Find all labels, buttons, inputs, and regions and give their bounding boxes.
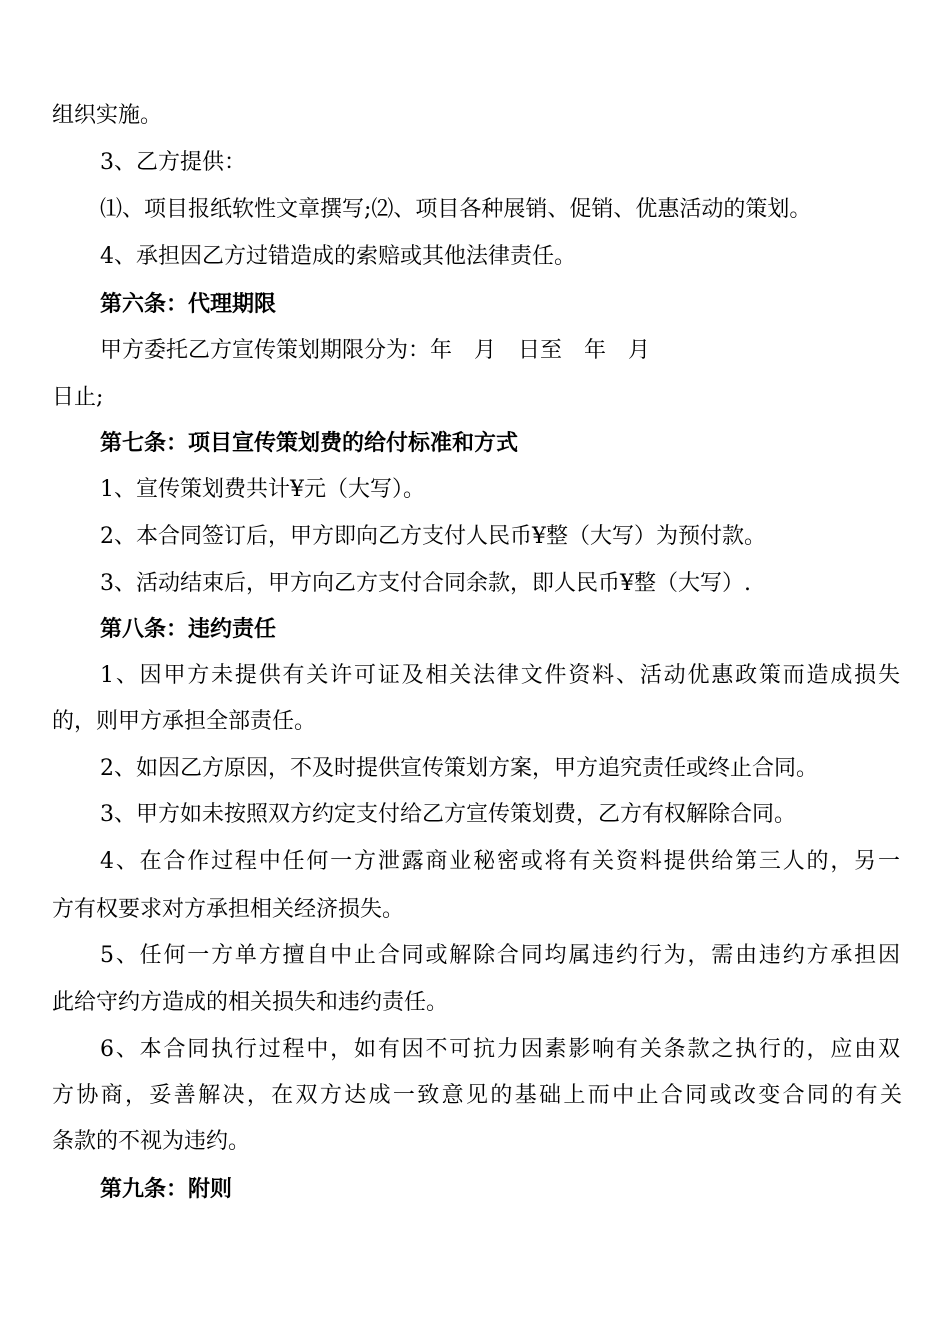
paragraph-line: 的，则甲方承担全部责任。 xyxy=(52,709,317,734)
paragraph-line: 方协商，妥善解决，在双方达成一致意见的基础上而中止合同或改变合同的有关 xyxy=(52,1083,902,1108)
section-heading: 第八条：违约责任 xyxy=(100,616,277,642)
clause-item: 1、宣传策划费共计¥元（大写）。 xyxy=(100,477,425,502)
clause-item: 4、在合作过程中任何一方泄露商业秘密或将有关资料提供给第三人的，另一 xyxy=(100,849,900,874)
clause-item: 1、因甲方未提供有关许可证及相关法律文件资料、活动优惠政策而造成损失 xyxy=(100,663,900,688)
paragraph-line: 组织实施。 xyxy=(52,103,163,128)
clause-item: 3、乙方提供： xyxy=(100,150,246,175)
section-heading: 第九条：附则 xyxy=(100,1176,233,1202)
clause-item: 2、如因乙方原因，不及时提供宣传策划方案，甲方追究责任或终止合同。 xyxy=(100,756,818,781)
paragraph-line: 方有权要求对方承担相关经济损失。 xyxy=(52,897,405,922)
paragraph-line: 条款的不视为违约。 xyxy=(52,1129,251,1154)
paragraph-line: 此给守约方造成的相关损失和违约责任。 xyxy=(52,990,449,1015)
clause-item: 2、本合同签订后，甲方即向乙方支付人民币¥整（大写）为预付款。 xyxy=(100,524,766,549)
paragraph-line: 日止; xyxy=(52,385,104,410)
section-heading: 第七条：项目宣传策划费的给付标准和方式 xyxy=(100,430,519,456)
clause-item: ⑴、项目报纸软性文章撰写;⑵、项目各种展销、促销、优惠活动的策划。 xyxy=(100,197,812,222)
clause-item: 4、承担因乙方过错造成的索赔或其他法律责任。 xyxy=(100,244,576,269)
section-heading: 第六条：代理期限 xyxy=(100,291,277,317)
paragraph-line: 甲方委托乙方宣传策划期限分为：年 月 日至 年 月 xyxy=(100,338,651,363)
clause-item: 3、甲方如未按照双方约定支付给乙方宣传策划费，乙方有权解除合同。 xyxy=(100,802,796,827)
clause-item: 6、本合同执行过程中，如有因不可抗力因素影响有关条款之执行的，应由双 xyxy=(100,1037,900,1062)
clause-item: 5、任何一方单方擅自中止合同或解除合同均属违约行为，需由违约方承担因 xyxy=(100,943,900,968)
clause-item: 3、活动结束后，甲方向乙方支付合同余款，即人民币¥整（大写）. xyxy=(100,571,751,596)
